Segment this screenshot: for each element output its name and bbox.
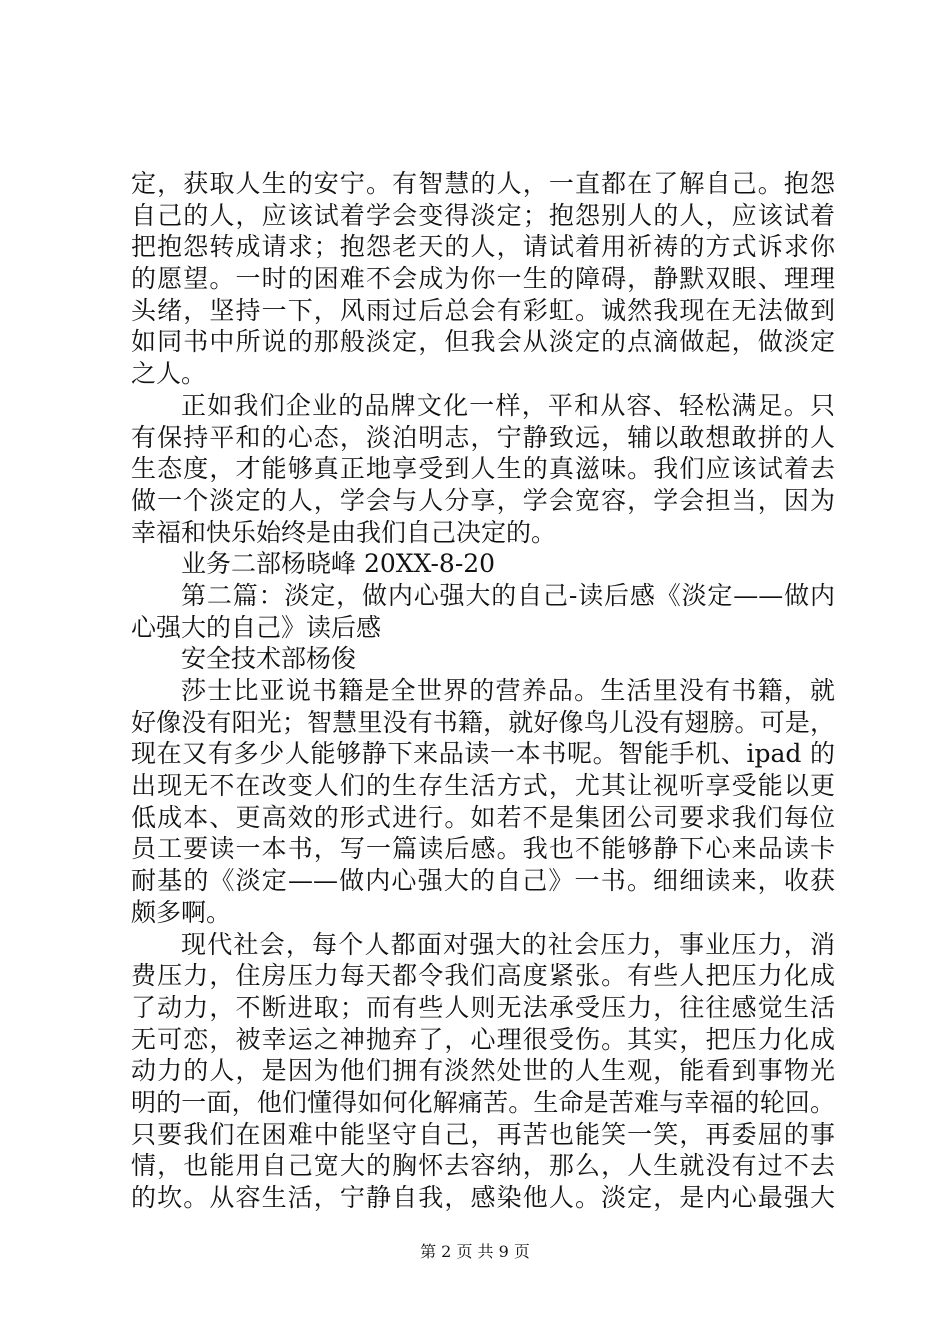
text-line: 动力的人，是因为他们拥有淡然处世的人生观，能看到事物光	[131, 1056, 835, 1086]
text-line: 幸福和快乐始终是由我们自己决定的。	[131, 517, 557, 547]
text-line: 出现无不在改变人们的生存生活方式，尤其让视听享受能以更	[131, 771, 835, 801]
text-line: 费压力，住房压力每天都令我们高度紧张。有些人把压力化成	[131, 961, 835, 991]
text-line: 心强大的自己》读后感	[131, 612, 382, 642]
page-number-footer: 第 2 页 共 9 页	[420, 1242, 530, 1261]
text-line: 做一个淡定的人，学会与人分享，学会宽容，学会担当，因为	[131, 485, 835, 515]
text-line: 莎士比亚说书籍是全世界的营养品。生活里没有书籍，就	[181, 676, 835, 705]
text-line: 情，也能用自己宽大的胸怀去容纳，那么，人生就没有过不去	[131, 1151, 835, 1181]
text-line: 好像没有阳光；智慧里没有书籍，就好像鸟儿没有翅膀。可是，	[131, 707, 835, 737]
text-line: 现在又有多少人能够静下来品读一本书呢。智能手机、ipad 的	[131, 739, 835, 769]
text-line: 自己的人，应该试着学会变得淡定；抱怨别人的人，应该试着	[131, 200, 835, 230]
text-line: 明的一面，他们懂得如何化解痛苦。生命是苦难与幸福的轮回。	[131, 1087, 835, 1117]
text-line: 把抱怨转成请求；抱怨老天的人，请试着用祈祷的方式诉求你	[131, 232, 835, 262]
text-line: 头绪，坚持一下，风雨过后总会有彩虹。诚然我现在无法做到	[131, 295, 835, 325]
text-line: 业务二部杨晓峰 20XX-8-20	[181, 549, 496, 579]
text-line: 第二篇：淡定，做内心强大的自己-读后感《淡定——做内	[181, 580, 835, 610]
text-line: 无可恋，被幸运之神抛弃了，心理很受伤。其实，把压力化成	[131, 1024, 835, 1054]
text-line: 定，获取人生的安宁。有智慧的人，一直都在了解自己。抱怨	[131, 169, 835, 198]
text-line: 如同书中所说的那般淡定，但我会从淡定的点滴做起，做淡定	[131, 327, 835, 357]
text-line: 有保持平和的心态，淡泊明志，宁静致远，辅以敢想敢拼的人	[131, 422, 835, 452]
text-line: 了动力，不断进取；而有些人则无法承受压力，往往感觉生活	[131, 992, 835, 1022]
text-line: 颇多啊。	[131, 897, 232, 927]
text-line: 生态度，才能够真正地享受到人生的真滋味。我们应该试着去	[131, 454, 835, 484]
document-body	[131, 168, 835, 1214]
text-line: 现代社会，每个人都面对强大的社会压力，事业压力，消	[181, 929, 835, 959]
text-line: 耐基的《淡定——做内心强大的自己》一书。细细读来，收获	[131, 866, 835, 896]
text-line: 的愿望。一时的困难不会成为你一生的障碍，静默双眼、理理	[131, 264, 835, 294]
text-line: 之人。	[131, 359, 207, 389]
text-line: 员工要读一本书，写一篇读后感。我也不能够静下心来品读卡	[131, 834, 835, 864]
text-line: 正如我们企业的品牌文化一样，平和从容、轻松满足。只	[181, 390, 835, 420]
text-line: 只要我们在困难中能坚守自己，再苦也能笑一笑，再委屈的事	[131, 1119, 835, 1149]
text-line: 的坎。从容生活，宁静自我，感染他人。淡定，是内心最强大	[131, 1183, 835, 1212]
text-line: 安全技术部杨俊	[181, 644, 357, 674]
text-line: 低成本、更高效的形式进行。如若不是集团公司要求我们每位	[131, 802, 835, 832]
